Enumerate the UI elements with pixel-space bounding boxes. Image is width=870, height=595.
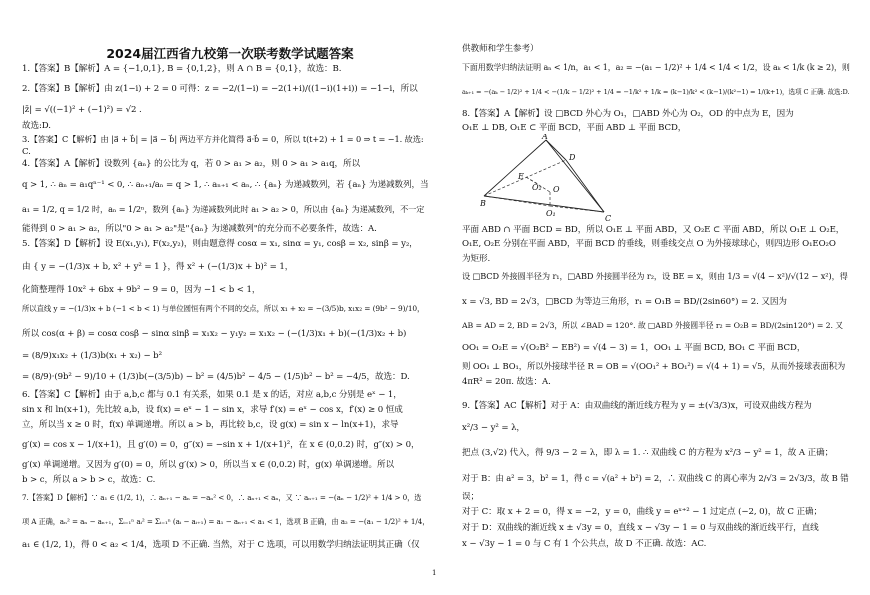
text-line: x − √3y − 1 = 0 与 C 有 1 个公共点，故 D 不正确. 故选：AC.	[462, 539, 707, 549]
text-line: 能得到 0 > a₁ > a₂，所以"0 > a₁ > a₂"是"{aₙ} 为递减数列"的充分而不必要条件，故选：A.	[22, 224, 377, 234]
text-line: 把点 (3,√2) 代入，得 9/3 − 2 = λ，即 λ = 1. ∴ 双曲线 C 的方程为 x²/3 − y² = 1，故 A 正确；	[462, 448, 834, 458]
text-line: 2.【答案】B【解析】由 z(1−i) + 2 = 0 可得：z = −2/(1−i) = −2(1+i)/((1−i)(1+i)) = −1−i，所以	[22, 84, 418, 94]
text-line: 4πR² = 20π. 故选：A.	[462, 377, 551, 387]
text-line: 5.【答案】D【解析】设 E(x₁,y₁), F(x₂,y₂)，则由题意得 cosα = x₁, sinα = y₁, cosβ = x₂, sinβ = y₂，	[22, 239, 418, 249]
text-line: = (8/9)·(9b² − 9)/10 + (1/3)b(−(3/5)b) − b² = (4/5)b² − 4/5 − (1/5)b² − b² = −4/5，故选：D.	[22, 372, 410, 382]
segment-BO1	[484, 196, 550, 206]
segment-O1C	[550, 206, 604, 212]
page-title: 2024届江西省九校第一次联考数学试题答案	[106, 46, 354, 61]
text-line: OO₁ = O₂E = √(O₂B² − EB²) = √(4 − 3) = 1，OO₁ ⊥ 平面 BCD, BO₁ ⊂ 平面 BCD，	[462, 343, 806, 353]
text-line: 为矩形.	[462, 254, 491, 264]
edge-AD	[546, 140, 566, 160]
text-line: 误；	[462, 492, 479, 502]
label-D: D	[569, 153, 576, 162]
text-line: 对于 B：由 a² = 3，b² = 1，得 c = √(a² + b²) = 2，∴ 双曲线 C 的离心率为 2/√3 = 2√3/3，故 B 错	[462, 473, 849, 483]
text-line: 故选:D.	[22, 121, 51, 131]
text-line: 9.【答案】AC【解析】对于 A：由双曲线的渐近线方程为 y = ±(√3/3)x，可设双曲线方程为	[462, 401, 812, 411]
text-line: 则 OO₁ ⊥ BO₁，所以外接球半径 R = OB = √(OO₁² + BO₁²) = √(4 + 1) = √5，从而外接球表面积为	[462, 361, 846, 371]
text-line: 对于 C：取 x + 2 = 0，得 x = −2，y = 0，曲线 y = eˣ⁺² − 1 过定点 (−2, 0)，故 C 正确；	[462, 507, 822, 517]
text-line: a₁ ∈ (1/2, 1)，得 0 < a₂ < 1/4，选项 D 不正确. 当然，对于 C 选项，可以用数学归纳法证明其正确（仅	[22, 540, 420, 550]
text-line: O₁E ⊥ DB, O₁E ⊂ 平面 BCD，平面 ABD ⊥ 平面 BCD，	[462, 123, 687, 133]
text-line: 供教师和学生参考）	[462, 44, 539, 54]
text-line: AB = AD = 2, BD = 2√3，所以 ∠BAD = 120°. 故 □ABD 外接圆半径 r₂ = O₂B = BD/(2sin120°) = 2. 又	[462, 321, 843, 330]
text-line: 化简整理得 10x² + 6bx + 9b² − 9 = 0，因为 −1 < b < 1，	[22, 285, 261, 295]
text-line: O₁E, O₂E 分别在平面 ABD，平面 BCD 的垂线，则垂线交点 O 为外接球球心，则四边形 O₁EO₂O	[462, 239, 836, 249]
text-line: 立，所以当 x ≥ 0 时，f(x) 单调递增。所以 a > b，再比较 b,c，设 g(x) = sin x − ln(x+1)，求导	[22, 420, 399, 430]
label-C: C	[605, 214, 612, 223]
edge-AC	[546, 140, 604, 212]
text-line: 4.【答案】A【解析】设数列 {aₙ} 的公比为 q，若 0 > a₁ > a₂，则 0 > a₁ > a₁q，所以	[22, 159, 360, 169]
edge-DC	[566, 160, 604, 212]
text-line: g′(x) 单调递增。又因为 g′(0) = 0，所以 g′(x) > 0，所以当 x ∈ (0,0.2) 时，g(x) 单调递增。所以	[22, 460, 395, 470]
tetrahedron-figure	[480, 134, 630, 226]
text-line: x = √3, BD = 2√3，□BCD 为等边三角形，r₁ = O₁B = BD/(2sin60°) = 2. 又因为	[462, 297, 787, 307]
text-line: b > c，所以 a > b > c，故选：C.	[22, 475, 156, 485]
text-line: 1.【答案】B【解析】A = {−1,0,1}, B = {0,1,2}，则 A ∩ B = {0,1}，故选：B.	[22, 64, 342, 74]
text-line: 8.【答案】A【解析】设 □BCD 外心为 O₁，□ABD 外心为 O₂，OD 的中点为 E，因为	[462, 109, 794, 119]
text-line: 3.【答案】C【解析】由 |a⃗ + b⃗| = |a⃗ − b⃗| 两边平方并化简得 a⃗·b⃗ = 0，所以 t(t+2) + 1 = 0 ⇒ t = −1. 故选:	[22, 134, 424, 144]
label-O2: O₂	[532, 183, 542, 192]
text-line: 由 { y = −(1/3)x + b, x² + y² = 1 }，得 x² + (−(1/3)x + b)² = 1，	[22, 262, 294, 272]
label-A: A	[542, 134, 548, 141]
text-line: 所以 cos(α + β) = cosα cosβ − sinα sinβ = x₁x₂ − y₁y₂ = x₁x₂ − (−(1/3)x₁ + b)(−(1/3)x₂ + b)	[22, 329, 407, 339]
text-line: 下面用数学归纳法证明 aₙ < 1/n，a₁ < 1，a₂ = −(a₁ − 1/2)² + 1/4 < 1/4 < 1/2，设 aₖ < 1/k (k ≥ 2)，则	[462, 63, 850, 72]
text-line: 项 A 正确，aₙ² = aₙ − aₙ₊₁，Σᵢ₌₁ⁿ aᵢ² = Σᵢ₌₁ⁿ (aᵢ − aᵢ₊₁) = a₁ − aₙ₊₁ < a₁ < 1，选项 B 正确，由 a₂ = −(a₁ − 1/2)² + 1/4，	[22, 517, 430, 526]
text-line: x²/3 − y² = λ，	[462, 423, 525, 433]
text-line: sin x 和 ln(x+1)，先比较 a,b，设 f(x) = eˣ − 1 − sin x，求导 f′(x) = eˣ − cos x，f′(x) ≥ 0 恒成	[22, 405, 403, 415]
label-O: O	[553, 185, 560, 194]
text-line: = (8/9)x₁x₂ + (1/3)b(x₁ + x₂) − b²	[22, 351, 162, 361]
text-line: |z̄| = √((−1)² + (−1)²) = √2 .	[22, 105, 142, 115]
edge-BC	[484, 196, 604, 212]
text-line: 所以直线 y = −(1/3)x + b (−1 < b < 1) 与单位圆恒有两个不同的交点，所以 x₁ + x₂ = −(3/5)b, x₁x₂ = (9b² − 9)/10，	[22, 304, 425, 313]
label-O1: O₁	[546, 209, 556, 218]
text-line: q > 1, ∴ aₙ = a₁qⁿ⁻¹ < 0, ∴ aₙ₊₁/aₙ = q > 1, ∴ aₙ₊₁ < aₙ, ∴ {aₙ} 为递减数列，若 {aₙ} 为递减数列，当	[22, 180, 429, 190]
text-line: aₖ₊₁ = −(aₖ − 1/2)² + 1/4 < −(1/k − 1/2)² + 1/4 = −1/k² + 1/k = (k−1)/k² < (k−1)/(k²−1) = 1/(k+1)，选项 C 正确. 故选:D.	[462, 88, 850, 96]
text-line: 6.【答案】C【解析】由于 a,b,c 都与 0.1 有关系，如果 0.1 是 x 的话，对应 a,b,c 分别是 eˣ − 1，	[22, 390, 402, 400]
page-number: 1	[432, 569, 437, 577]
text-line: 对于 D：双曲线的渐近线 x ± √3y = 0，直线 x − √3y − 1 = 0 与双曲线的渐近线平行，直线	[462, 523, 819, 533]
text-line: 平面 ABD ∩ 平面 BCD = BD，所以 O₁E ⊥ 平面 ABD，又 O₂E ⊂ 平面 ABD，所以 O₁E ⊥ O₂E，	[462, 225, 845, 235]
text-line: g′(x) = cos x − 1/(x+1)，且 g′(0) = 0，g″(x) = −sin x + 1/(x+1)²，在 x ∈ (0,0.2) 时，g″(x) > 0，	[22, 440, 420, 450]
text-line: C.	[22, 147, 31, 157]
label-E: E	[518, 172, 524, 181]
label-B: B	[480, 199, 486, 208]
text-line: 设 □BCD 外接圆半径为 r₁，□ABD 外接圆半径为 r₂，设 BE = x，则由 1/3 = √(4 − x²)/√(12 − x²)，得	[462, 271, 848, 281]
text-line: 7.【答案】D【解析】∵ a₁ ∈ (1/2, 1)，∴ aₙ₊₁ − aₙ = −aₙ² < 0，∴ aₙ₊₁ < aₙ，又 ∵ aₙ₊₁ = −(aₙ − 1/2)² + 1/4 > 0，选	[22, 493, 422, 502]
text-line: a₁ = 1/2, q = 1/2 时，aₙ = 1/2ⁿ，数列 {aₙ} 为递减数列此时 a₁ > a₂ > 0，所以由 {aₙ} 为递减数列，不一定	[22, 204, 425, 214]
